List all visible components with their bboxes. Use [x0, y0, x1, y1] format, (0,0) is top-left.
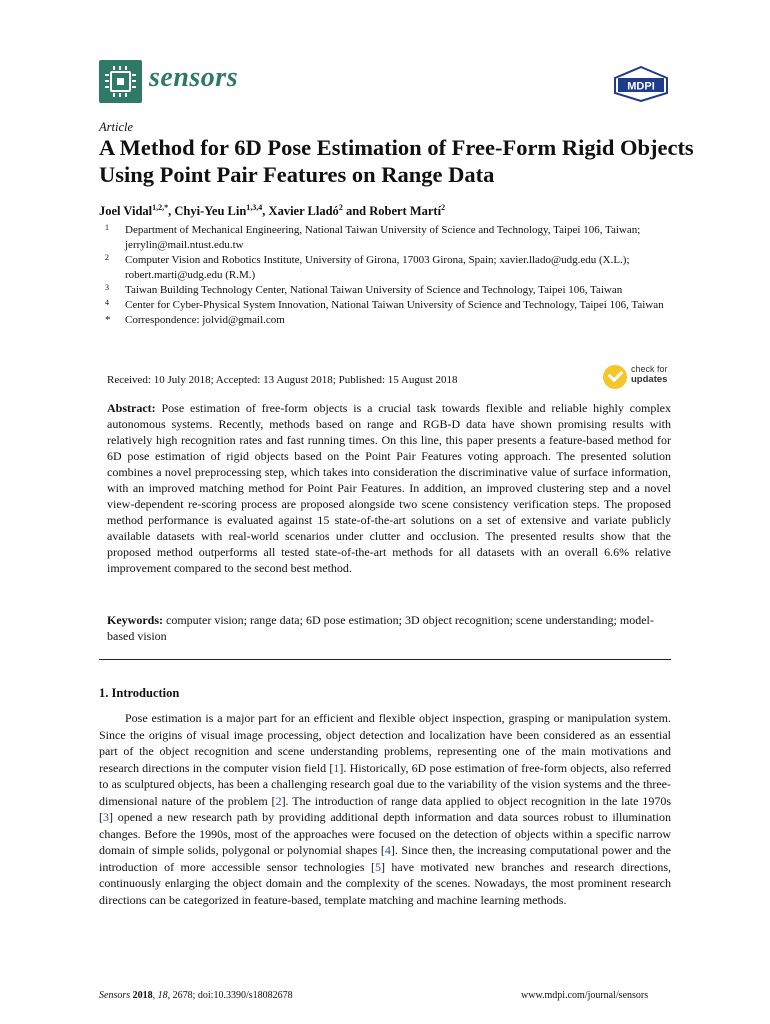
affiliation [99, 223, 689, 253]
body-text: ]. Since then, the increasing computational power and the introduction of more accessible sensor technologies [ [99, 843, 671, 874]
correspondence [99, 313, 689, 328]
affiliation-text: Computer Vision and Robotics Institute, University of Girona, 17003 Girona, Spain; xavier.llado@udg.edu (X.L.); robert.marti@udg.edu (R.M.) [125, 254, 630, 281]
author-name: Robert Martí [369, 204, 442, 218]
citation-link[interactable]: 5 [374, 859, 381, 874]
section-heading: 1. Introduction [99, 686, 180, 700]
body-text: ]. Historically, 6D pose estimation of free-form objects, also referred to as sculptured objects, has been a challenging research goal due to the variability of the vision systems and the three-dimensional nature of the problem [ [99, 760, 672, 808]
footer-url[interactable]: www.mdpi.com/journal/sensors [521, 990, 649, 1001]
check-for-label: check for [631, 364, 668, 374]
author-name: Joel Vidal [99, 204, 153, 218]
citation-link[interactable]: 1 [333, 760, 340, 775]
paper-title: A Method for 6D Pose Estimation of Free-Form Rigid Objects Using Point Pair Features on Range Data [99, 135, 694, 187]
author-separator: , [168, 204, 175, 218]
affiliation [99, 283, 689, 298]
footer-citation-rest: , 2678; doi:10.3390/s18082678 [167, 990, 293, 1001]
affiliation-number: 1 [105, 223, 109, 232]
correspondence-text: Correspondence: jolvid@gmail.com [125, 314, 285, 326]
citation-link[interactable]: 2 [275, 793, 282, 808]
author-separator: and [342, 204, 370, 218]
body-text: ]. The introduction of range data applied to object recognition in the late 1970s [ [99, 793, 671, 824]
body-text: ] opened a new research path by providing additional depth information and data sources robust to illumination changes. Before the 1990s, most of the approaches were focused on the detection of objects within a specific narrow domain of simple solids, polygonal or polynomial shapes [ [99, 810, 671, 857]
affiliation-text: Taiwan Building Technology Center, National Taiwan University of Science and Technology, Taipei 106, Taiwan [125, 284, 623, 296]
footer-year: 2018 [132, 990, 153, 1001]
abstract-label: Abstract: [107, 401, 156, 415]
divider [99, 659, 671, 660]
article-type: Article [99, 120, 134, 134]
author-affiliation-marker: 1,3,4 [246, 203, 263, 212]
body-text: ] have motivated new branches and research directions, continuously enlarging the object domain and the complexity of the scenes. Nowadays, the most prominent research directions can be categorized in feature-based, template matching and machine learning methods. [99, 859, 672, 907]
keywords-label: Keywords: [107, 613, 163, 627]
sensors-logo-icon [99, 60, 142, 103]
author-affiliation-marker: 2 [338, 203, 343, 212]
footer-volume: 18 [157, 990, 168, 1001]
citation-link[interactable]: 3 [103, 810, 109, 824]
footer-journal: Sensors [99, 990, 131, 1001]
affiliation-text: Department of Mechanical Engineering, National Taiwan University of Science and Technology, Taipei 106, Taiwan; jerrylin@mail.ntust.edu.tw [125, 224, 641, 251]
author-affiliation-marker: 1,2,* [152, 203, 169, 212]
keywords-text: computer vision; range data; 6D pose estimation; 3D object recognition; scene understanding; model-based vision [107, 613, 654, 643]
author-name: Xavier Lladó [268, 204, 339, 218]
publication-dates: Received: 10 July 2018; Accepted: 13 August 2018; Published: 15 August 2018 [107, 374, 458, 386]
author-name: Chyi-Yeu Lin [174, 204, 247, 218]
citation-link[interactable]: 4 [384, 843, 391, 857]
author-affiliation-marker: 2 [441, 203, 446, 212]
affiliation [99, 253, 689, 283]
updates-label: updates [631, 374, 668, 385]
affiliation-list [99, 223, 689, 328]
affiliation-number: 4 [105, 298, 109, 307]
section-body [99, 710, 671, 908]
affiliation [99, 298, 689, 313]
checkmark-icon [603, 365, 627, 389]
check-for-updates-badge[interactable] [603, 364, 675, 390]
author-list [99, 203, 445, 219]
affiliation-number: 3 [105, 283, 109, 292]
correspondence-marker: * [105, 314, 111, 326]
footer-citation: Sensors 2018, 18, 2678; doi:10.3390/s18082678 [99, 990, 293, 1001]
mdpi-logo-text: MDPI [627, 80, 655, 93]
abstract [107, 400, 671, 576]
affiliation-text: Center for Cyber-Physical System Innovation, National Taiwan University of Science and Technology, Taipei 106, Taiwan [125, 299, 664, 311]
mdpi-logo-icon [612, 66, 670, 102]
abstract-text: Pose estimation of free-form objects is a crucial task towards flexible and reliable highly complex autonomous systems. Recently, methods based on range and RGB-D data have shown promising results with relatively high recognition rates and fast running times. On this line, this paper presents a feature-based method for 6D pose estimation of rigid objects based on the Point Pair Features voting approach. The presented solution combines a novel preprocessing step, which takes into consideration the discriminative value of surface information, with an improved matching method for Point Pair Features. In addition, an improved clustering step and a novel view-dependent re-scoring process are proposed alongside two scene consistency verification steps. The proposed method performance is evaluated against 15 state-of-the-art solutions on a set of extensive and variate publicly available datasets with real-world scenarios under clutter and occlusion. The presented results show that the proposed method outperforms all tested state-of-the-art methods for all datasets with an overall 6.6% relative improvement compared to the second best method. [107, 401, 672, 575]
journal-name: sensors [149, 62, 239, 93]
affiliation-number: 2 [105, 253, 109, 262]
author-separator: , [262, 204, 269, 218]
body-text: Pose estimation is a major part for an efficient and flexible object inspection, grasping or manipulation system. Since the origins of visual image processing, object detection and localization have been considered as an essential part of the object recognition and scene understanding problems, representing one of the main motivations and research directions in the computer vision field [ [99, 711, 671, 775]
keywords [107, 612, 671, 644]
chip-icon [110, 71, 131, 92]
